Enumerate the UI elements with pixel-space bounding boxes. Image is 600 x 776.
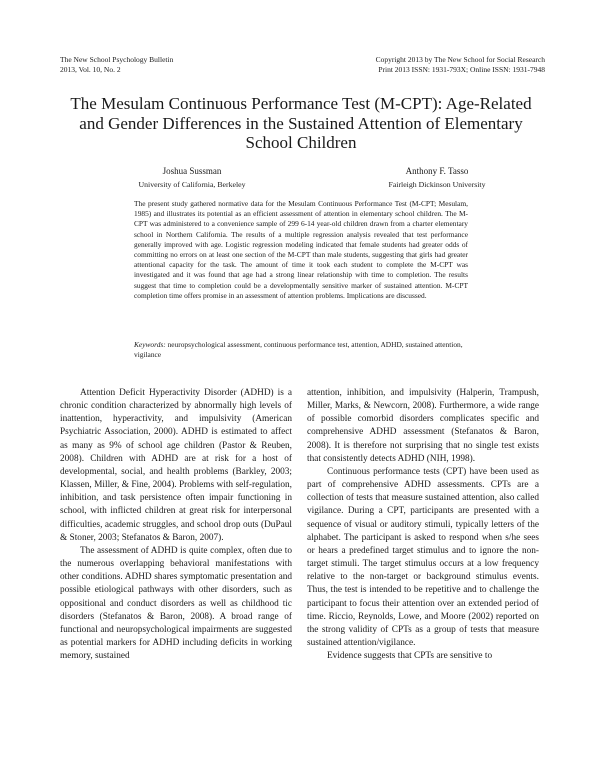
copyright-line: Copyright 2013 by The New School for Social Research: [375, 55, 545, 64]
body-paragraph: Evidence suggests that CPTs are sensitive to: [327, 651, 493, 662]
abstract: The present study gathered normative data for the Mesulam Continuous Performance Test (M-CPT; Mesulam, 1985) and illustrates its potential as an efficient assessment of attention in elementary school children. The M-CPT was administered to a convenience sample of 299 6-14 year-old children drawn from a charter elementary school in Northern California. The results of a multiple regression analysis revealed that test performance generally improved with age. Logistic regression modeling indicated that female students had greater odds of committing no errors on at least one section of the M-CPT than male students, suggesting that girls had greater attentional capacity for the task. The amount of time it took each student to complete the M-CPT was investigated and it was found that age had a strong linear relationship with time to completion. The results suggest that time to completion could be a developmentally sensitive marker of sustained attention. M-CPT completion time offers promise in an assessment of attention problems. Implications are discussed.: [134, 199, 468, 300]
author-affiliation: Fairleigh Dickinson University: [388, 180, 486, 189]
body-paragraph: The assessment of ADHD is quite complex, often due to the numerous overlapping behavioral manifestations with other conditions. ADHD shares symptomatic presentation and possible etiological pathways with other disorders, such as oppositional and conduct disorders as well as childhood tic disorders (Stefanatos & Baron, 2008). A broad range of functional and neuropsychological impairments are suggested as potential markers for ADHD including deficits in working memory, sustained: [60, 545, 292, 662]
author-name: Anthony F. Tasso: [405, 166, 469, 176]
keywords: [134, 340, 468, 360]
running-header-right: [376, 55, 545, 75]
body-paragraph: attention, inhibition, and impulsivity (Halperin, Trampush, Miller, Marks, & Newcorn, 2008). Furthermore, a wide range of possible comorbid disorders complicates specific and comprehensive ADHD assessment (Stefanatos & Baron, 2008). It is therefore not surprising that no single test exists that consistently detects ADHD (NIH, 1998).: [307, 388, 539, 464]
author-block-2: [337, 165, 537, 191]
author-name: Joshua Sussman: [162, 166, 222, 176]
journal-name: The New School Psychology Bulletin: [60, 55, 174, 64]
body-column-left: [60, 387, 292, 663]
body-paragraph: Continuous performance tests (CPT) have been used as part of comprehensive ADHD assessments. CPTs are a collection of tests that measure sustained attention, also called vigilance. During a CPT, participants are presented with a sequence of visual or auditory stimuli, typically letters of the alphabet. The participant is asked to respond when s/he sees or hears a predefined target stimulus and to ignore the non-target stimuli. The target stimulus occurs at a low frequency relative to the non-target or background stimulus events. Thus, the test is intended to be repetitive and to challenge the participant to focus their attention over an extended period of time. Riccio, Reynolds, Lowe, and Moore (2002) reported on the strong validity of CPTs as a group of tests that measure sustained attention/vigilance.: [307, 466, 539, 648]
paper-title: The Mesulam Continuous Performance Test (M-CPT): Age-Related and Gender Differences in the Sustained Attention of Elementary School Children: [70, 94, 532, 152]
author-affiliation: University of California, Berkeley: [138, 180, 246, 189]
issn-line: Print 2013 ISSN: 1931-793X; Online ISSN: 1931-7948: [378, 65, 545, 74]
body-paragraph: Attention Deficit Hyperactivity Disorder (ADHD) is a chronic condition characterized by abnormally high levels of inattention, hyperactivity, and impulsivity (American Psychiatric Association, 2000). ADHD is estimated to affect as many as 9% of school age children (Pastor & Reuben, 2008). Children with ADHD are at risk for a host of developmental, social, and health problems (Barkley, 2003; Klassen, Miller, & Fine, 2004). Problems with self-regulation, inhibition, and task persistence often impair functioning in school, with inflicted children at great risk for interpersonal difficulties, academic struggles, and school drop outs (DuPaul & Stoner, 2003; Stefanatos & Baron, 2007).: [60, 388, 292, 543]
journal-volume: 2013, Vol. 10, No. 2: [60, 65, 121, 74]
keywords-text: neuropsychological assessment, continuous performance test, attention, ADHD, sustained attention, vigilance: [134, 340, 463, 360]
author-block-1: [92, 165, 292, 191]
running-header-left: [60, 55, 173, 75]
body-column-right: [307, 387, 539, 663]
keywords-label: Keywords:: [134, 340, 166, 349]
